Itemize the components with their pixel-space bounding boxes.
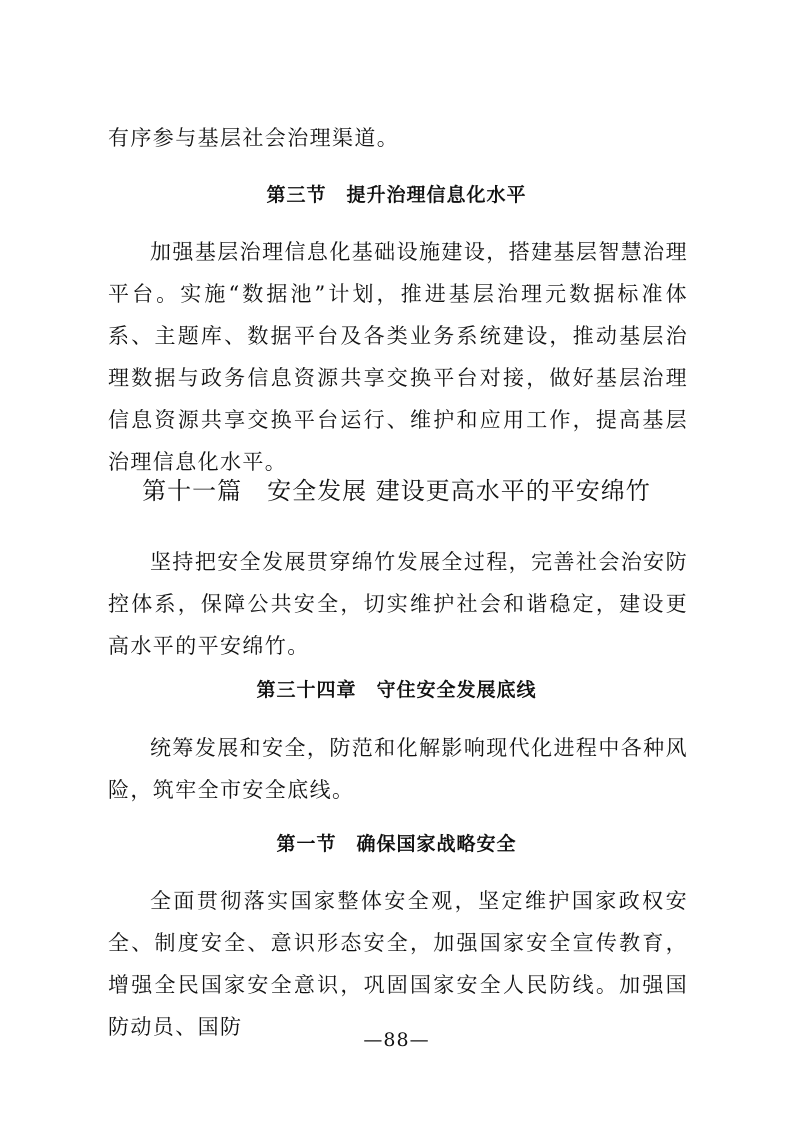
- paragraph-national-security: 全面贯彻落实国家整体安全观，坚定维护国家政权安全、制度安全、意识形态安全，加强国家安全宣传教育，增强全民国家安全意识，巩固国家安全人民防线。加强国防动员、国防: [108, 889, 688, 1039]
- part-heading-11: 第十一篇 安全发展 建设更高水平的平安绵竹: [142, 477, 651, 505]
- paragraph-safety-development: 坚持把安全发展贯穿绵竹发展全过程，完善社会治安防控体系，保障公共安全，切实维护社会和谐稳定，建设更高水平的平安绵竹。: [108, 550, 688, 658]
- paragraph-safety-bottom-line: 统筹发展和安全，防范和化解影响现代化进程中各种风险，筑牢全市安全底线。: [108, 736, 688, 802]
- page-number: —88—: [363, 1029, 430, 1051]
- paragraph-informatization: 加强基层治理信息化基础设施建设，搭建基层智慧治理平台。实施“数据池”计划，推进基层治理元数据标准体系、主题库、数据平台及各类业务系统建设，推动基层治理数据与政务信息资源共享交换平台对接，做好基层治理信息资源共享交换平台运行、维护和应用工作，提高基层治理信息化水平。: [108, 240, 688, 474]
- paragraph-continued: 有序参与基层社会治理渠道。: [108, 126, 400, 150]
- section-heading-1: 第一节 确保国家战略安全: [276, 833, 517, 855]
- chapter-heading-34: 第三十四章 守住安全发展底线: [256, 679, 537, 701]
- section-heading-3: 第三节 提升治理信息化水平: [266, 184, 527, 206]
